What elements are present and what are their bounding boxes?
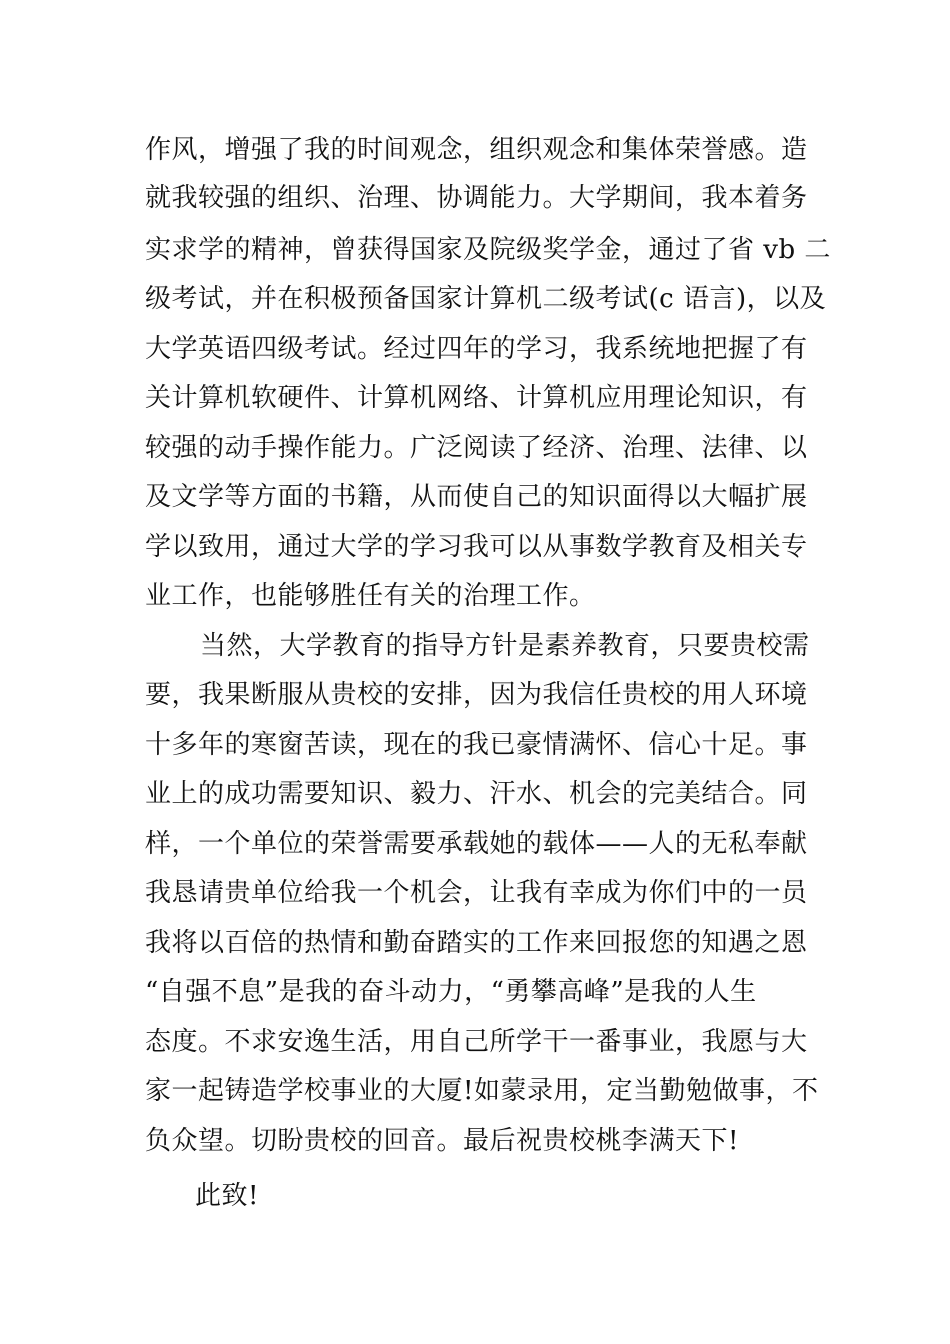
text-line: 我将以百倍的热情和勤奋踏实的工作来回报您的知遇之恩 xyxy=(145,928,808,958)
text-line: 负众望。切盼贵校的回音。最后祝贵校桃李满天下! xyxy=(145,1126,739,1156)
text-line: 业工作，也能够胜任有关的治理工作。 xyxy=(145,581,596,611)
text-line: 十多年的寒窗苦读，现在的我已豪情满怀、信心十足。事 xyxy=(145,730,808,760)
text-line: 级考试，并在积极预备国家计算机二级考试(c 语言)，以及 xyxy=(145,284,827,314)
text-line: 实求学的精神，曾获得国家及院级奖学金，通过了省 vb 二 xyxy=(145,235,831,265)
text-line: 及文学等方面的书籍，从而使自己的知识面得以大幅扩展 xyxy=(145,482,808,512)
text-line: 家一起铸造学校事业的大厦!如蒙录用，定当勤勉做事，不 xyxy=(145,1076,819,1106)
text-line: 业上的成功需要知识、毅力、汗水、机会的完美结合。同 xyxy=(145,779,808,809)
text-line: 要，我果断服从贵校的安排，因为我信任贵校的用人环境 xyxy=(145,680,808,710)
text-line: 就我较强的组织、治理、协调能力。大学期间，我本着务 xyxy=(145,183,808,213)
closing-salutation: 此致! xyxy=(195,1181,259,1211)
paragraph-first-line: 当然，大学教育的指导方针是素养教育，只要贵校需 xyxy=(200,631,810,661)
text-line: 态度。不求安逸生活，用自己所学干一番事业，我愿与大 xyxy=(145,1027,808,1057)
text-line: 大学英语四级考试。经过四年的学习，我系统地把握了有 xyxy=(145,334,808,364)
text-line: 作风，增强了我的时间观念，组织观念和集体荣誉感。造 xyxy=(145,135,808,165)
text-line: 关计算机软硬件、计算机网络、计算机应用理论知识，有 xyxy=(145,383,808,413)
text-line: 较强的动手操作能力。广泛阅读了经济、治理、法律、以 xyxy=(145,433,808,463)
text-line: “自强不息”是我的奋斗动力，“勇攀高峰”是我的人生 xyxy=(145,977,757,1007)
text-line: 学以致用，通过大学的学习我可以从事数学教育及相关专 xyxy=(145,532,808,562)
text-line: 样，一个单位的荣誉需要承载她的载体——人的无私奉献 xyxy=(145,829,808,859)
text-line: 我恳请贵单位给我一个机会，让我有幸成为你们中的一员 xyxy=(145,878,808,908)
